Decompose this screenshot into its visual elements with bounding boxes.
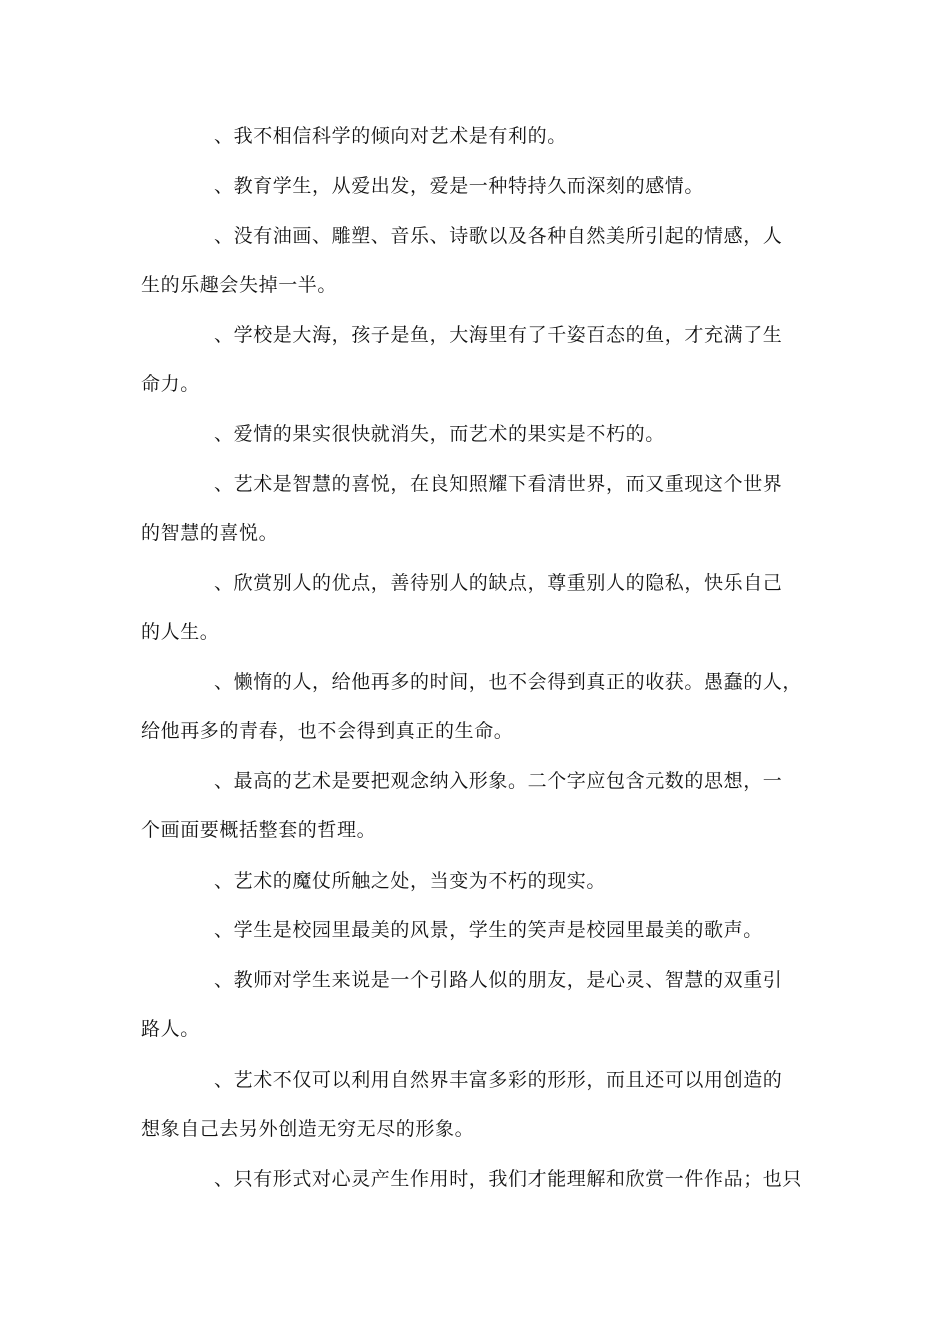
paragraph-7-line-1: 、欣赏别人的优点，善待别人的缺点，尊重别人的隐私，快乐自己 bbox=[214, 572, 783, 594]
paragraph-7-line-2: 的人生。 bbox=[141, 621, 220, 643]
paragraph-6-line-2: 的智慧的喜悦。 bbox=[141, 522, 279, 544]
paragraph-9-line-2: 个画面要概括整套的哲理。 bbox=[141, 819, 377, 841]
paragraph-14-line-1: 、只有形式对心灵产生作用时，我们才能理解和欣赏一件作品；也只 bbox=[214, 1168, 803, 1190]
paragraph-3-line-2: 生的乐趣会失掉一半。 bbox=[141, 274, 338, 296]
paragraph-6-line-1: 、艺术是智慧的喜悦，在良知照耀下看清世界，而又重现这个世界 bbox=[214, 473, 783, 495]
paragraph-8-line-1: 、懒惰的人，给他再多的时间，也不会得到真正的收获。愚蠢的人， bbox=[214, 671, 803, 693]
paragraph-4-line-1: 、学校是大海，孩子是鱼，大海里有了千姿百态的鱼，才充满了生 bbox=[214, 324, 783, 346]
paragraph-3-line-1: 、没有油画、雕塑、音乐、诗歌以及各种自然美所引起的情感，人 bbox=[214, 225, 783, 247]
paragraph-4-line-2: 命力。 bbox=[141, 373, 200, 395]
paragraph-10-line-1: 、艺术的魔仗所触之处，当变为不朽的现实。 bbox=[214, 870, 607, 892]
paragraph-9-line-1: 、最高的艺术是要把观念纳入形象。二个字应包含元数的思想，一 bbox=[214, 770, 783, 792]
paragraph-2-line-1: 、教育学生，从爱出发，爱是一种特持久而深刻的感情。 bbox=[214, 175, 705, 197]
paragraph-12-line-2: 路人。 bbox=[141, 1018, 200, 1040]
paragraph-1-line-1: 、我不相信科学的倾向对艺术是有利的。 bbox=[214, 125, 567, 147]
paragraph-5-line-1: 、爱情的果实很快就消失，而艺术的果实是不朽的。 bbox=[214, 423, 665, 445]
paragraph-8-line-2: 给他再多的青春，也不会得到真正的生命。 bbox=[141, 720, 514, 742]
paragraph-13-line-2: 想象自己去另外创造无穷无尽的形象。 bbox=[141, 1118, 475, 1140]
paragraph-11-line-1: 、学生是校园里最美的风景，学生的笑声是校园里最美的歌声。 bbox=[214, 919, 763, 941]
paragraph-12-line-1: 、教师对学生来说是一个引路人似的朋友，是心灵、智慧的双重引 bbox=[214, 969, 783, 991]
paragraph-13-line-1: 、艺术不仅可以利用自然界丰富多彩的形形，而且还可以用创造的 bbox=[214, 1069, 783, 1091]
